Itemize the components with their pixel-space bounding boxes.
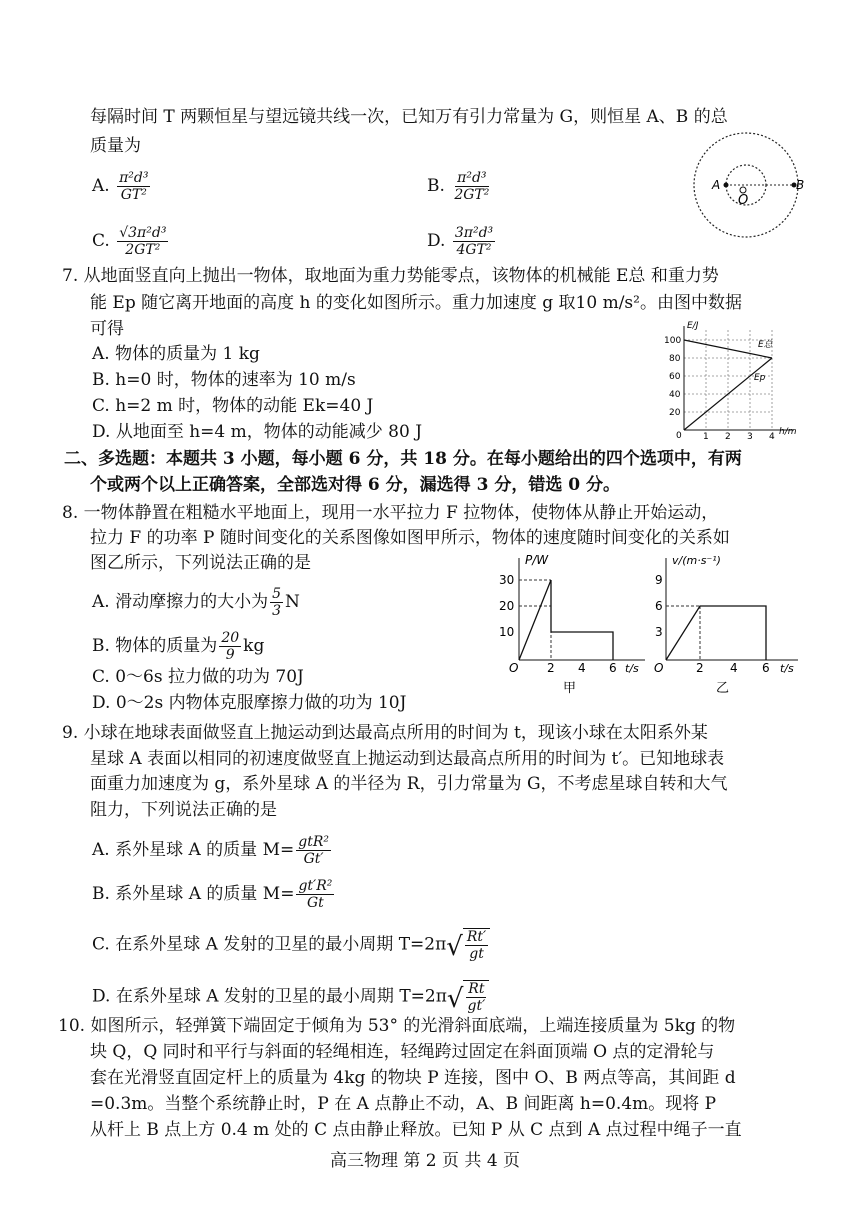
q7-xtick-0: 0 <box>676 431 682 440</box>
yi-xlabel: t/s <box>780 662 794 675</box>
q8-chart-yi <box>650 550 810 696</box>
page-footer: 高三物理 第 2 页 共 4 页 <box>330 1151 521 1171</box>
yi-ytick-9: 9 <box>655 573 663 587</box>
q8-b-fraction: $\frac{20}{9}$ <box>221 630 240 663</box>
q6-d-fraction: $\frac{\text{3π²d³}}{\text{4GT²}}$ <box>454 225 494 258</box>
q7-energy-chart <box>662 318 812 440</box>
q7-option-b: B. h=0 时，物体的速率为 10 m/s <box>92 370 356 390</box>
q10-line1: 10. 如图所示，轻弹簧下端固定于倾角为 53° 的光滑斜面底端，上端连接质量为 5kg 的物 <box>58 1016 736 1036</box>
yi-xtick-4: 4 <box>730 661 738 675</box>
q9-option-d: D. 在系外星球 A 发射的卫星的最小周期 T=2π √ $\frac{Rt}{gt'}$ <box>92 980 489 1014</box>
q9-line1: 9. 小球在地球表面做竖直上抛运动到达最高点所用的时间为 t，现该小球在太阳系外某 <box>62 723 708 743</box>
q7-xlabel: h/m <box>779 427 797 437</box>
yi-xtick-2: 2 <box>696 661 704 675</box>
q8-option-b: B. 物体的质量为 $\frac{20}{9}$ kg <box>92 630 265 663</box>
q9-a-fraction: $\frac{\text{gtR²}}{Gt'}$ <box>298 834 329 867</box>
jia-ytick-10: 10 <box>499 625 515 639</box>
q8-option-a: A. 滑动摩擦力的大小为 $\frac{5}{3}$ N <box>92 586 300 619</box>
q6-option-d: D. $\frac{\text{3π²d³}}{\text{4GT²}}$ <box>427 225 494 258</box>
q9-line4: 阻力，下列说法正确的是 <box>90 800 277 820</box>
jia-ytick-20: 20 <box>499 599 515 613</box>
q7-ytick-40: 40 <box>669 390 681 400</box>
jia-xtick-6: 6 <box>609 661 617 675</box>
section2-line1: 二、多选题：本题共 3 小题，每小题 6 分，共 18 分。在每小题给出的四个选项中，有两 <box>64 449 742 469</box>
yi-ytick-6: 6 <box>655 599 663 613</box>
yi-velocity-line <box>666 606 766 660</box>
q7-option-a: A. 物体的质量为 1 kg <box>92 344 260 364</box>
yi-origin: O <box>654 661 664 675</box>
q7-option-d: D. 从地面至 h=4 m，物体的动能减少 80 J <box>92 422 423 442</box>
q7-ytick-60: 60 <box>669 372 681 382</box>
q6-b-fraction: $\frac{\text{π²d³}}{\text{2GT²}}$ <box>454 170 490 203</box>
q7-line1: 7. 从地面竖直向上抛出一物体，取地面为重力势能零点，该物体的机械能 E总 和重力势 <box>62 266 719 286</box>
q7-xtick-2: 2 <box>725 432 731 440</box>
yi-ytick-3: 3 <box>655 625 663 639</box>
q6-option-b: B. $\frac{\text{π²d³}}{\text{2GT²}}$ <box>427 170 490 203</box>
star-a-label: A <box>712 178 721 192</box>
q10-line3: 套在光滑竖直固定杆上的质量为 4kg 的物块 P 连接，图中 O、B 两点等高，其间距 d <box>90 1068 736 1088</box>
jia-rise-line <box>519 580 551 660</box>
q7-line2: 能 Ep 随它离开地面的高度 h 的变化如图所示。重力加速度 g 取10 m/s²。由图中数据 <box>90 293 742 313</box>
q9-line2: 星球 A 表面以相同的初速度做竖直上抛运动到达最高点所用的时间为 t′。已知地球表 <box>90 749 725 769</box>
q6-a-fraction: $\frac{\text{π²d³}}{\text{GT²}}$ <box>119 170 149 203</box>
star-b-label: B <box>796 178 805 192</box>
q10-line5: 从杆上 B 点上方 0.4 m 处的 C 点由静止释放。已知 P 从 C 点到 A 点过程中绳子一直 <box>90 1120 742 1140</box>
q8-option-d: D. 0～2s 内物体克服摩擦力做的功为 10J <box>92 693 407 713</box>
yi-xtick-6: 6 <box>762 661 770 675</box>
q7-line3: 可得 <box>90 319 124 339</box>
q7-ytick-100: 100 <box>664 336 682 346</box>
q7-xtick-1: 1 <box>703 432 709 440</box>
q7-xtick-3: 3 <box>747 432 753 440</box>
yi-caption: 乙 <box>716 681 730 696</box>
q8-a-fraction: $\frac{5}{3}$ <box>272 586 282 619</box>
section2-line2: 个或两个以上正确答案，全部选对得 6 分，漏选得 3 分，错选 0 分。 <box>90 475 620 495</box>
q9-option-c: C. 在系外星球 A 发射的卫星的最小周期 T=2π √ $\frac{Rt'}{gt}$ <box>92 928 490 962</box>
q7-ytick-20: 20 <box>669 408 681 418</box>
q7-xtick-4: 4 <box>769 432 775 440</box>
q8-line3: 图乙所示，下列说法正确的是 <box>90 553 311 573</box>
q6-option-a: A. $\frac{\text{π²d³}}{\text{GT²}}$ <box>92 170 149 203</box>
q10-line2: 块 Q，Q 同时和平行与斜面的轻绳相连，轻绳跨过固定在斜面顶端 O 点的定滑轮与 <box>90 1042 715 1062</box>
jia-caption: 甲 <box>563 681 577 696</box>
jia-xtick-4: 4 <box>578 661 586 675</box>
yi-ylabel: v/(m·s⁻¹) <box>672 554 721 567</box>
q9-b-fraction: $\frac{\text{gt′R²}}{Gt}$ <box>298 878 333 911</box>
jia-ylabel: P/W <box>525 553 549 567</box>
q10-line4: =0.3m。当整个系统静止时，P 在 A 点静止不动，A、B 间距离 h=0.4m。现将 P <box>90 1094 717 1114</box>
q9-d-sqrt: √ $\frac{Rt}{gt'}$ <box>447 980 489 1014</box>
q9-option-b: B. 系外星球 A 的质量 M= $\frac{\text{gt′R²}}{Gt}$ <box>92 878 333 911</box>
jia-xlabel: t/s <box>625 662 639 675</box>
center-o-label: O <box>738 193 749 208</box>
q7-ylabel: E/J <box>687 321 699 331</box>
q6-option-c: C. $\frac{\text{√3π²d³}}{\text{2GT²}}$ <box>92 225 167 258</box>
q7-series-total-label: E总 <box>758 340 773 350</box>
jia-xtick-2: 2 <box>547 661 555 675</box>
q9-c-sqrt: √ $\frac{Rt'}{gt}$ <box>446 928 490 962</box>
q8-line1: 8. 一物体静置在粗糙水平地面上，现用一水平拉力 F 拉物体，使物体从静止开始运动， <box>62 503 719 523</box>
jia-ytick-30: 30 <box>499 573 515 587</box>
q7-series-potential-label: Ep <box>754 373 766 383</box>
q6-line2: 质量为 <box>90 136 141 156</box>
q9-option-a: A. 系外星球 A 的质量 M= $\frac{\text{gtR²}}{Gt'}$ <box>92 834 329 867</box>
jia-origin: O <box>509 661 519 675</box>
q6-line1: 每隔时间 T 两颗恒星与望远镜共线一次，已知万有引力常量为 G，则恒星 A、B 的总 <box>90 107 728 127</box>
q8-chart-jia <box>495 550 655 696</box>
q9-line3: 面重力加速度为 g，系外星球 A 的半径为 R，引力常量为 G，不考虑星球自转和大气 <box>90 774 728 794</box>
q8-line2: 拉力 F 的功率 P 随时间变化的关系图像如图甲所示，物体的速度随时间变化的关系如 <box>90 528 730 548</box>
q7-option-c: C. h=2 m 时，物体的动能 Ek=40 J <box>92 396 374 416</box>
q6-orbit-figure <box>690 132 810 252</box>
q7-ytick-80: 80 <box>669 354 681 364</box>
q8-option-c: C. 0～6s 拉力做的功为 70J <box>92 667 304 687</box>
jia-power-line <box>551 580 613 660</box>
q6-c-fraction: $\frac{\text{√3π²d³}}{\text{2GT²}}$ <box>119 225 167 258</box>
star-a-dot <box>724 183 729 188</box>
